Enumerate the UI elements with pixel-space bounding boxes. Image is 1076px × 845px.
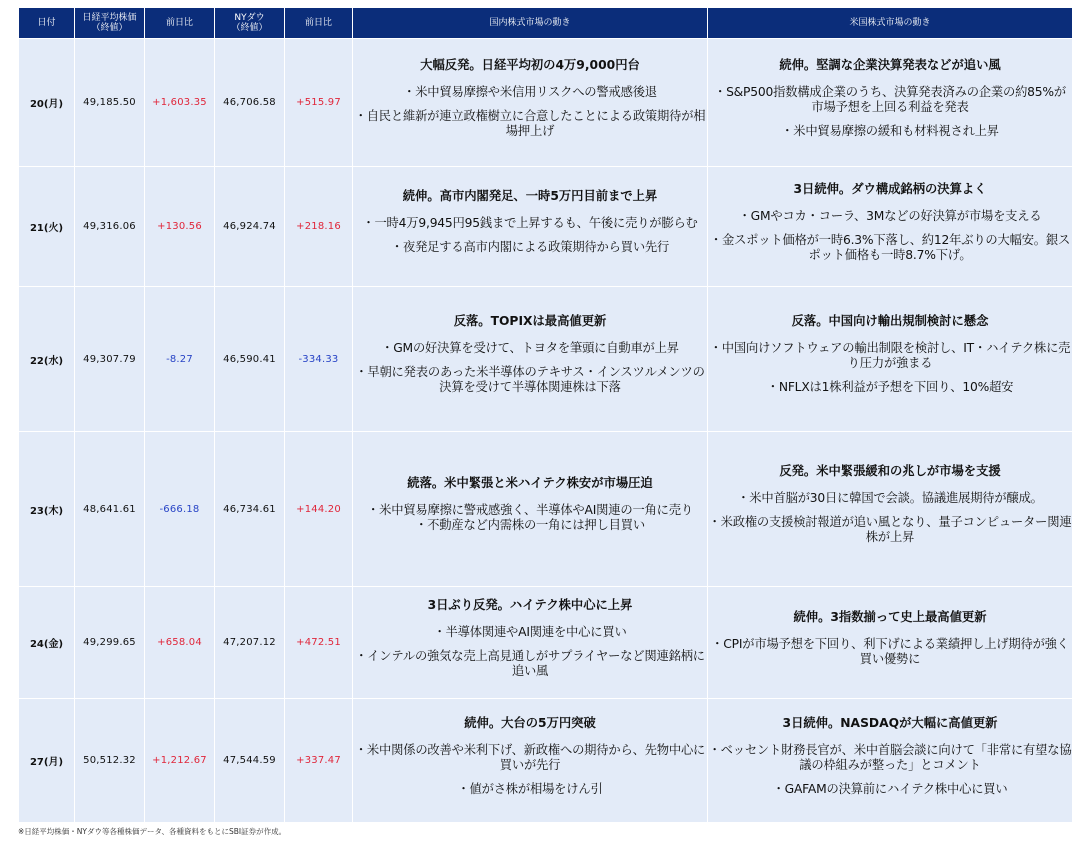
jp-bullet: ・半導体関連やAI関連を中心に買い: [433, 624, 627, 639]
dow-close: 46,734.61: [215, 432, 285, 587]
col-header-jp-market: 国内株式市場の動き: [353, 8, 708, 39]
dow-change: +144.20: [285, 432, 353, 587]
nikkei-change: -8.27: [145, 287, 215, 432]
date-cell: 23(木): [19, 432, 75, 587]
col-header-nikkei-change: 前日比: [145, 8, 215, 39]
jp-bullet: ・値がさ株が相場をけん引: [457, 781, 603, 796]
dow-change: +337.47: [285, 699, 353, 823]
jp-market-comment: [353, 699, 708, 823]
col-header-dow: NYダウ （終値）: [215, 8, 285, 39]
jp-bullet: ・不動産など内需株の一角には押し目買い: [415, 518, 645, 532]
us-headline: 3日続伸。ダウ構成銘柄の決算よく: [793, 181, 987, 196]
date-cell: 20(月): [19, 39, 75, 167]
us-market-comment: [708, 287, 1073, 432]
dow-close: 47,544.59: [215, 699, 285, 823]
table-row: [19, 699, 1073, 823]
col-header-date: 日付: [19, 8, 75, 39]
jp-bullet: ・米中貿易摩擦や米信用リスクへの警戒感後退: [403, 84, 657, 99]
jp-bullet: ・米中関係の改善や米利下げ、新政権への期待から、先物中心に買いが先行: [354, 742, 706, 772]
date-cell: 24(金): [19, 587, 75, 699]
jp-bullet: ・一時4万9,945円95銭まで上昇するも、午後に売りが膨らむ: [362, 216, 698, 230]
table-row: [19, 432, 1073, 587]
jp-bullet: ・自民と維新が連立政権樹立に合意したことによる政策期待が相場押上げ: [354, 108, 706, 138]
us-market-comment: [708, 432, 1073, 587]
jp-market-comment: [353, 39, 708, 167]
table-row: [19, 167, 1073, 287]
col-header-dow-change: 前日比: [285, 8, 353, 39]
jp-headline: 大幅反発。日経平均初の4万9,000円台: [420, 57, 640, 72]
nikkei-change: +1,212.67: [145, 699, 215, 823]
us-market-comment: [708, 699, 1073, 823]
jp-bullet: ・インテルの強気な売上高見通しがサプライヤーなど関連銘柄に追い風: [355, 648, 705, 678]
us-bullet: ・金スポット価格が一時6.3%下落し、約12年ぶりの大幅安。銀スポット価格も一時8.7%下げ。: [709, 232, 1071, 262]
us-bullet: ・ベッセント財務長官が、米中首脳会談に向けて「非常に有望な協議の枠組みが整った」とコメント: [708, 742, 1072, 772]
us-bullet: ・NFLXは1株利益が予想を下回り、10%超安: [766, 380, 1014, 394]
nikkei-close: 49,316.06: [75, 167, 145, 287]
table-row: [19, 587, 1073, 699]
jp-bullet: ・夜発足する高市内閣による政策期待から買い先行: [390, 240, 670, 254]
nikkei-close: 50,512.32: [75, 699, 145, 823]
jp-headline: 続伸。高市内閣発足、一時5万円目前まで上昇: [402, 189, 658, 203]
dow-close: 46,706.58: [215, 39, 285, 167]
col-header-nikkei: 日経平均株価 （終値）: [75, 8, 145, 39]
dow-change: +218.16: [285, 167, 353, 287]
nikkei-close: 49,185.50: [75, 39, 145, 167]
us-bullet: ・CPIが市場予想を下回り、利下げによる業績押し上げ期待が強く買い優勢に: [711, 636, 1069, 666]
dow-change: +472.51: [285, 587, 353, 699]
header-row: [19, 8, 1073, 39]
us-market-comment: [708, 167, 1073, 287]
us-bullet: ・GMやコカ・コーラ、3Mなどの好決算が市場を支える: [738, 208, 1042, 223]
jp-bullet: ・米中貿易摩擦に警戒感強く、半導体やAI関連の一角に売り: [367, 503, 693, 517]
nikkei-close: 49,307.79: [75, 287, 145, 432]
jp-headline: 続落。米中緊張と米ハイテク株安が市場圧迫: [407, 476, 653, 490]
dow-change: -334.33: [285, 287, 353, 432]
dow-change: +515.97: [285, 39, 353, 167]
us-bullet: ・中国向けソフトウェアの輸出制限を検討し、IT・ハイテク株に売り圧力が強まる: [709, 341, 1071, 370]
dow-close: 46,590.41: [215, 287, 285, 432]
us-bullet: ・米政権の支援検討報道が追い風となり、量子コンピューター関連株が上昇: [708, 515, 1072, 544]
jp-market-comment: [353, 587, 708, 699]
jp-bullet: ・早朝に発表のあった米半導体のテキサス・インスツルメンツの決算を受けて半導体関連株は下落: [355, 365, 705, 394]
table-row: [19, 287, 1073, 432]
jp-bullet: ・GMの好決算を受けて、トヨタを筆頭に自動車が上昇: [381, 341, 679, 355]
market-summary-table: [18, 7, 1073, 823]
dow-close: 47,207.12: [215, 587, 285, 699]
jp-headline: 反落。TOPIXは最高値更新: [453, 314, 607, 328]
us-headline: 続伸。堅調な企業決算発表などが追い風: [779, 57, 1001, 72]
jp-market-comment: [353, 432, 708, 587]
date-cell: 22(水): [19, 287, 75, 432]
nikkei-change: +658.04: [145, 587, 215, 699]
dow-close: 46,924.74: [215, 167, 285, 287]
us-bullet: ・GAFAMの決算前にハイテク株中心に買い: [772, 781, 1008, 796]
jp-market-comment: [353, 287, 708, 432]
table-row: [19, 39, 1073, 167]
nikkei-change: +130.56: [145, 167, 215, 287]
nikkei-change: -666.18: [145, 432, 215, 587]
jp-headline: 続伸。大台の5万円突破: [464, 715, 596, 730]
jp-headline: 3日ぶり反発。ハイテク株中心に上昇: [427, 597, 633, 612]
date-cell: 21(火): [19, 167, 75, 287]
us-bullet: ・米中貿易摩擦の緩和も材料視され上昇: [781, 123, 999, 138]
jp-market-comment: [353, 167, 708, 287]
nikkei-change: +1,603.35: [145, 39, 215, 167]
nikkei-close: 48,641.61: [75, 432, 145, 587]
footnote: ※日経平均株価・NYダウ等各種株価データ、各種資料をもとにSBI証券が作成。: [18, 827, 287, 836]
us-bullet: ・S&P500指数構成企業のうち、決算発表済みの企業の約85%が市場予想を上回る利益を発表: [713, 84, 1067, 114]
us-bullet: ・米中首脳が30日に韓国で会談。協議進展期待が醸成。: [737, 491, 1043, 505]
us-headline: 反落。中国向け輸出規制検討に懸念: [791, 314, 989, 328]
col-header-us-market: 米国株式市場の動き: [708, 8, 1073, 39]
us-headline: 3日続伸。NASDAQが大幅に高値更新: [782, 715, 998, 730]
us-market-comment: [708, 39, 1073, 167]
nikkei-close: 49,299.65: [75, 587, 145, 699]
us-headline: 続伸。3指数揃って史上最高値更新: [793, 609, 987, 624]
us-headline: 反発。米中緊張緩和の兆しが市場を支援: [779, 464, 1001, 478]
date-cell: 27(月): [19, 699, 75, 823]
us-market-comment: [708, 587, 1073, 699]
